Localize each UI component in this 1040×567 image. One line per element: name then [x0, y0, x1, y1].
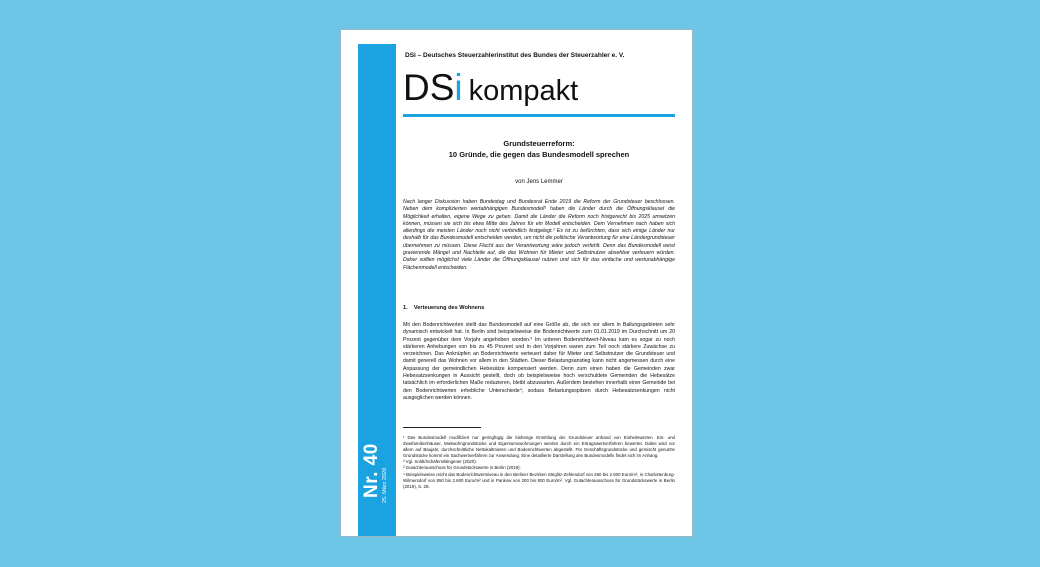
section-heading: 1. Verteuerung des Wohnens	[403, 305, 485, 311]
section-body: Mit den Bodenrichtwerten stellt das Bundesmodell auf eine Größe ab, die sich vor allem in Ballungsgebieten sehr dynamisch entwickelt hat. In Berlin sind beispielsweise die Bodenrichtwerte zum 01.01.2019 im Durchschnitt um 20 Prozent gegenüber dem Vorjahr angehoben worden.³ Im unteren Bodenrichtwert-Niveau kam es sogar zu noch stärkeren Anhebungen von bis zu 45 Prozent und in den Vorjahren waren zum Teil noch stärkere Zuwächse zu verzeichnen. Das Anknüpfen an Bodenrichtwerte verteuert daher für Mieter und Selbstnutzer die Grundsteuer und damit generell das Wohnen vor allem in den Städten. Dieser Belastungsanstieg kann nicht angemessen durch eine Anpassung der gemeindlichen Hebesätze kompensiert werden. Denn zum einen haben die Gemeinden zwar Hebesatzsenkungen in Aussicht gestellt, doch ob beispielsweise hoch verschuldete Gemeinden die Hebesätze tatsächlich im erforderlichen Maße reduzieren, bleibt abzuwarten. Außerdem bestehen innerhalb einer Gemeinde bei den Bodenrichtwerten erhebliche Unterschiede⁴, sodass Belastungsspitzen durch Hebesatzsenkungen nicht ausgeglichen werden können.	[403, 322, 675, 401]
header-rule	[403, 114, 675, 117]
title-line-2: 10 Gründe, die gegen das Bundesmodell sprechen	[448, 150, 630, 159]
brand-suffix: kompakt	[468, 75, 579, 107]
footnote-3: ³ Gutachterausschuss für Grundstückswerte in Berlin (2019).	[403, 465, 521, 471]
abstract-paragraph: Nach langer Diskussion haben Bundestag und Bundesrat Ende 2019 die Reform der Grundsteuer beschlossen. Neben dem komplizierten wertabhängigen Bundesmodell¹ haben die Länder durch die Öffnungsklausel die Möglichkeit erhalten, eigene Wege zu gehen. Damit die Länder die Reform noch fristgerecht bis 2025 umsetzen können, müssen sie sich bis etwa Mitte des Jahres für ein Modell entscheiden. Dem Vernehmen nach haben sich allerdings die meisten Länder noch nicht verbindlich festgelegt.² Es ist zu befürchten, dass sich einige Länder nur deshalb für das Bundesmodell entscheiden werden, um nicht die politische Verantwortung für eine Ländergrundsteuer übernehmen zu müssen. Diese Flucht aus der Verantwortung wäre jedoch verfehlt. Denn das Bundesmodell weist gravierende Mängel und Nachteile auf, die das Wohnen für Mieter und Selbstnutzer absehbar verteuern würden. Daher sollten möglichst viele Länder die Öffnungsklausel nutzen und sich für das einfache und wertunabhängige Flächenmodell entscheiden.	[403, 199, 675, 271]
title-line-1: Grundsteuerreform:	[503, 139, 575, 148]
issue-date: 25. März 2020	[382, 467, 388, 503]
issue-number: Nr. 40	[361, 443, 382, 498]
footnote-2: ² Vgl. Soldt/Schäfers/Bingener (2020).	[403, 459, 477, 465]
document-title	[403, 138, 675, 160]
footnotes	[403, 435, 675, 490]
author-line: von Jens Lemmer	[515, 179, 563, 185]
document-page	[341, 30, 692, 536]
footnote-4: ⁴ Beispielsweise reicht das Bodenrichtwertniveau in den Berliner Bezirken Steglitz-Zehlendorf von 260 bis 2.600 Euro/m², in Charlottenburg-Wilmersdorf von 850 bis 2.600 Euro/m² und in Pankow von 200 bis 800 Euro/m². Vgl. Gutachterausschuss für Grundstückswerte in Berlin (2019), S. 28.	[403, 471, 675, 489]
footnote-divider	[403, 427, 481, 428]
footnote-1: ¹ Das Bundesmodell modifiziert nur geringfügig die bisherige Ermittlung der Grundsteuer anhand von Einheitswerten. Ein- und Zweifamilienhäuser, Mietwohngrundstücke und Eigentumswohnungen werden durch ein Ertragswertverfahren bewertet. Dabei wird vor allem auf Baujahr, durchschnittliche Nettokaltmieten und Bodenrichtwerten abgestellt. Für Geschäftsgrundstücke und gemischt genutzte Grundstücke kommt ein Sachwertverfahren zur Anwendung. Eine detaillierte Darstellung des Bundesmodells findet sich im Anhang.	[403, 435, 675, 459]
brand-ds: DS	[403, 67, 455, 108]
brand-logo	[403, 68, 578, 111]
brand-i: i	[454, 67, 463, 108]
institute-name: DSi – Deutsches Steuerzahlerinstitut des Bundes der Steuerzahler e. V.	[405, 52, 625, 59]
